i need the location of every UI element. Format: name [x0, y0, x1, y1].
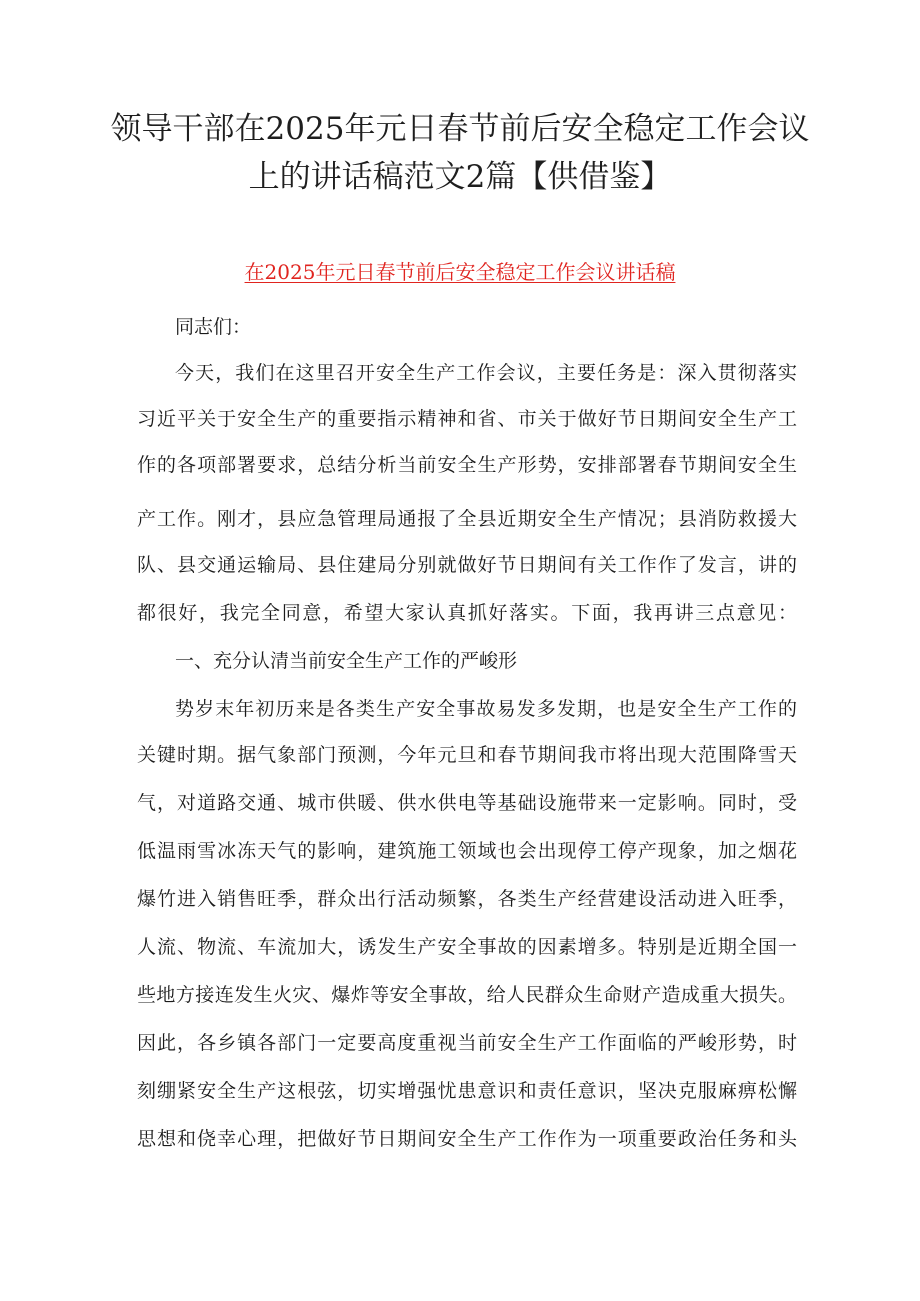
paragraph-2-line: 气，对道路交通、城市供暖、供水供电等基础设施带来一定影响。同时，受 [137, 792, 797, 814]
section-heading-1: 一、充分认清当前安全生产工作的严峻形 [175, 650, 518, 672]
paragraph-1-line: 产工作。刚才，县应急管理局通报了全县近期安全生产情况；县消防救援大 [137, 508, 797, 530]
paragraph-1-line: 都很好，我完全同意，希望大家认真抓好落实。下面，我再讲三点意见： [137, 602, 797, 624]
paragraph-1-line: 习近平关于安全生产的重要指示精神和省、市关于做好节日期间安全生产工 [137, 408, 797, 430]
paragraph-2-line: 关键时期。据气象部门预测，今年元旦和春节期间我市将出现大范围降雪天 [137, 744, 797, 766]
paragraph-2-line: 思想和侥幸心理，把做好节日期间安全生产工作作为一项重要政治任务和头 [137, 1128, 797, 1150]
speech-subtitle-link[interactable]: 在2025年元日春节前后安全稳定工作会议讲话稿 [244, 260, 676, 284]
paragraph-2-line: 些地方接连发生火灾、爆炸等安全事故，给人民群众生命财产造成重大损失。 [137, 984, 797, 1006]
paragraph-2-line: 因此，各乡镇各部门一定要高度重视当前安全生产工作面临的严峻形势，时 [137, 1032, 797, 1054]
paragraph-2-line: 势岁末年初历来是各类生产安全事故易发多发期，也是安全生产工作的 [175, 698, 797, 720]
document-title-line-1: 领导干部在2025年元日春节前后安全稳定工作会议 [110, 111, 810, 147]
paragraph-2-line: 刻绷紧安全生产这根弦，切实增强忧患意识和责任意识，坚决克服麻痹松懈 [137, 1080, 797, 1102]
paragraph-2-line: 低温雨雪冰冻天气的影响，建筑施工领域也会出现停工停产现象，加之烟花 [137, 840, 797, 862]
paragraph-1-line: 作的各项部署要求，总结分析当前安全生产形势，安排部署春节期间安全生 [137, 454, 797, 476]
salutation: 同志们： [175, 316, 252, 338]
paragraph-2-line: 爆竹进入销售旺季，群众出行活动频繁，各类生产经营建设活动进入旺季， [137, 888, 797, 910]
paragraph-1-line: 今天，我们在这里召开安全生产工作会议，主要任务是：深入贯彻落实 [175, 362, 797, 384]
paragraph-2-line: 人流、物流、车流加大，诱发生产安全事故的因素增多。特别是近期全国一 [137, 936, 797, 958]
paragraph-1-line: 队、县交通运输局、县住建局分别就做好节日期间有关工作作了发言，讲的 [137, 554, 797, 576]
document-title-line-2: 上的讲话稿范文2篇【供借鉴】 [248, 159, 672, 195]
